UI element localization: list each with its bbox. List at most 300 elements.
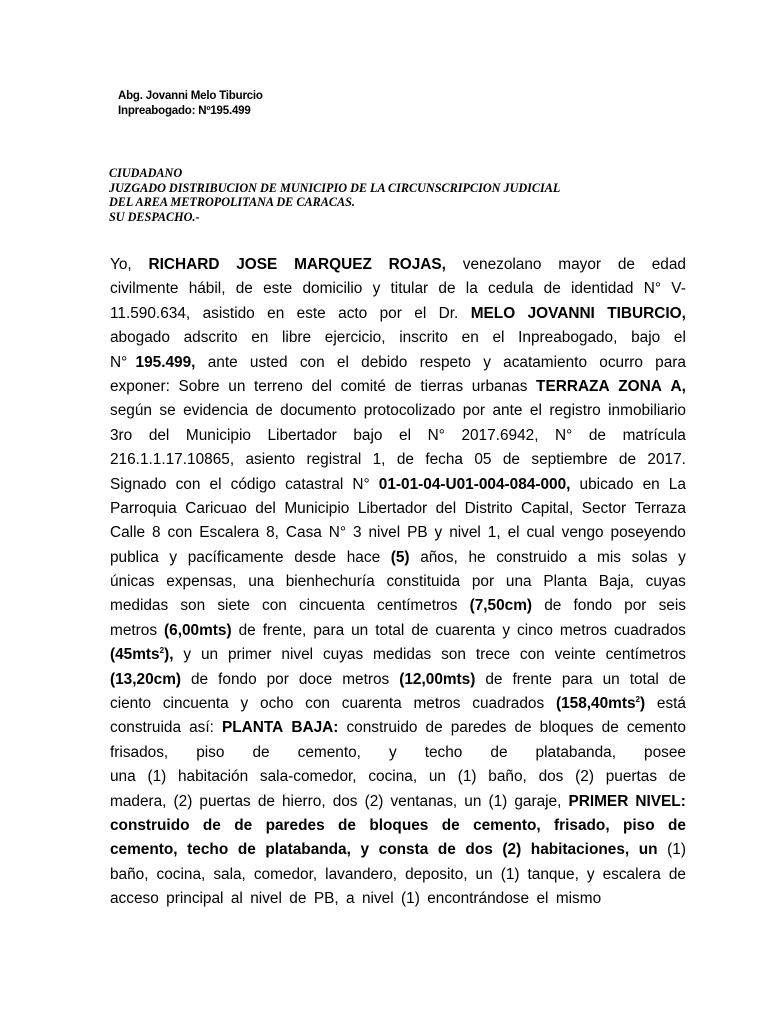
body-word: TIBURCIO, — [607, 304, 686, 322]
body-word: el — [507, 524, 520, 542]
body-line — [110, 619, 686, 643]
body-word: está — [656, 695, 686, 713]
body-word: y — [240, 695, 249, 713]
body-word: evidencia — [183, 402, 249, 420]
body-word: de — [588, 426, 606, 444]
body-word: cemento, — [473, 816, 541, 834]
body-word: 1, — [487, 524, 501, 542]
body-word: lavandero, — [325, 865, 398, 883]
body-word: catastral — [285, 475, 344, 493]
body-word: principal — [166, 890, 224, 908]
body-word: (5) — [390, 548, 410, 566]
body-word: medidas — [373, 646, 432, 664]
body-word: el — [336, 353, 349, 371]
body-line — [110, 473, 686, 497]
body-word: cuadrados — [472, 695, 545, 713]
body-word: con — [175, 475, 201, 493]
body-line — [110, 643, 686, 667]
body-word: hábil, — [188, 280, 226, 298]
body-word: vengo — [561, 524, 604, 542]
body-word: acatamiento — [503, 353, 588, 371]
body-word: centímetros — [377, 597, 458, 615]
body-word: de — [191, 670, 209, 688]
body-word: por — [379, 304, 402, 322]
body-word: sala, — [213, 865, 246, 883]
body-word: del — [311, 377, 332, 395]
body-word: Caricuao — [185, 499, 247, 517]
body-word: y — [169, 548, 178, 566]
body-word: venezolano — [462, 256, 542, 273]
body-word: V- — [671, 280, 686, 298]
body-line — [110, 814, 686, 838]
body-word: frisado, — [554, 816, 610, 834]
body-word: de — [441, 816, 460, 834]
body-word: el — [673, 329, 686, 347]
body-word: solas — [631, 548, 668, 566]
body-word: (2) — [502, 841, 522, 859]
body-word: con — [519, 646, 545, 664]
body-word: poseyendo — [610, 524, 686, 542]
body-word: por — [462, 402, 486, 420]
body-word: documento — [280, 402, 357, 420]
body-word: matrícula — [622, 426, 686, 444]
body-word: construido — [110, 816, 190, 834]
body-word: cocina, — [156, 865, 206, 883]
body-word: de — [437, 841, 456, 859]
body-word: y — [434, 524, 443, 542]
body-word: doce — [298, 670, 333, 688]
body-word: BAJA: — [291, 719, 339, 737]
body-word: inscrito — [399, 329, 448, 347]
body-line — [110, 497, 686, 521]
body-word: ROJAS, — [388, 256, 446, 273]
body-word: inmobiliario — [608, 402, 686, 420]
body-word: ante — [207, 353, 238, 371]
body-word: platabanda, — [265, 841, 351, 859]
body-word: por — [624, 597, 647, 615]
body-word: dos — [332, 792, 358, 810]
body-word: de — [668, 816, 686, 834]
body-word: el — [536, 890, 549, 908]
body-word: construida — [110, 719, 182, 737]
body-word: frisados, — [110, 743, 169, 761]
body-word: tanque, — [527, 865, 579, 883]
body-word: el — [399, 426, 412, 444]
body-word: posee — [644, 743, 686, 761]
body-word: titular — [390, 280, 429, 298]
address-line-4: SU DESPACHO.- — [109, 209, 200, 224]
body-word: de — [601, 719, 619, 737]
body-word: una — [505, 573, 532, 591]
body-word: PB — [407, 524, 428, 542]
body-word: de — [255, 402, 273, 420]
body-word: en — [461, 329, 479, 347]
body-word: de — [289, 890, 307, 908]
body-word: de — [490, 743, 508, 761]
body-word: Signado — [110, 475, 167, 493]
body-word: ejercicio, — [324, 329, 386, 347]
address-line-3: DEL AREA METROPOLITANA DE CARACAS. — [109, 195, 355, 209]
body-word: un — [200, 646, 219, 664]
body-word: cuarenta — [435, 621, 496, 639]
body-word: N° — [328, 524, 347, 542]
body-word: medidas — [110, 597, 169, 615]
body-line — [110, 448, 686, 472]
body-word: Libertador — [267, 426, 337, 444]
body-word: fondo — [218, 670, 257, 688]
body-word: nivel — [449, 524, 481, 542]
body-word: de — [502, 451, 520, 469]
body-word: fondo — [573, 597, 612, 615]
body-word: para — [561, 670, 593, 688]
body-word: Casa — [285, 524, 322, 542]
body-word: veinte — [554, 646, 596, 664]
body-word: para — [655, 353, 686, 371]
body-word: cuadrados — [613, 621, 686, 639]
body-word: y — [183, 646, 192, 664]
document-body — [110, 253, 686, 912]
body-word: bajo — [353, 426, 383, 444]
body-word: Capital, — [521, 499, 574, 517]
body-word: 2017. — [647, 451, 686, 469]
body-word: Terraza — [634, 499, 686, 517]
body-word: NIVEL: — [635, 792, 686, 810]
body-line — [110, 668, 686, 692]
body-word: (1) — [457, 768, 477, 786]
body-word: RICHARD — [148, 256, 220, 273]
inpreabogado-number: Inpreabogado: Nº195.499 — [118, 105, 251, 117]
body-word: un — [464, 792, 482, 810]
body-word: un — [228, 377, 246, 395]
body-word: con — [299, 353, 325, 371]
court-address — [109, 166, 560, 224]
body-word: (6,00mts) — [164, 621, 232, 639]
body-word: habitaciones, — [530, 841, 630, 859]
body-word: cuarenta — [341, 695, 402, 713]
body-line — [110, 424, 686, 448]
body-word: (1) — [488, 792, 508, 810]
body-word: de — [202, 816, 221, 834]
body-word: 3 — [352, 524, 362, 542]
body-word: libre — [282, 329, 312, 347]
body-word: por — [266, 670, 289, 688]
body-word: sala-comedor, — [259, 768, 357, 786]
body-word: un — [428, 768, 446, 786]
body-word: para — [313, 621, 345, 639]
body-word: ocurro — [599, 353, 643, 371]
body-word: protocolizado — [363, 402, 456, 420]
body-word: bajo — [631, 329, 661, 347]
body-word: código — [230, 475, 276, 493]
body-word: Baja, — [598, 573, 634, 591]
body-word: centímetros — [605, 646, 686, 664]
body-word: habitación — [178, 768, 249, 786]
body-word: de — [544, 597, 562, 615]
body-word: (1) — [667, 841, 686, 859]
body-word: abogado — [110, 329, 170, 347]
body-word: nivel — [368, 524, 401, 542]
body-word: del — [148, 426, 170, 444]
body-word: pacíficamente — [187, 548, 284, 566]
body-word: comedor, — [253, 865, 318, 883]
body-word: un — [638, 841, 658, 859]
body-word: paredes — [450, 719, 507, 737]
body-word: JOSE — [236, 256, 278, 273]
body-word: madera, — [110, 792, 167, 810]
body-word: primer — [227, 646, 272, 664]
body-word: total — [375, 621, 405, 639]
body-word: respeto — [419, 353, 471, 371]
body-word: el — [209, 475, 222, 493]
body-word: al — [230, 890, 243, 908]
body-word: metros — [413, 695, 461, 713]
body-word: puertas — [605, 768, 658, 786]
body-line — [110, 326, 686, 350]
body-word: cincuenta — [298, 597, 365, 615]
body-word: piso — [622, 816, 655, 834]
body-word: de — [668, 670, 686, 688]
body-word: un — [602, 670, 620, 688]
body-word: años, — [420, 548, 458, 566]
body-word: adscrito — [183, 329, 238, 347]
body-word: expensas, — [166, 573, 237, 591]
body-word: Dr. — [438, 304, 459, 322]
body-word: nivel — [250, 890, 282, 908]
body-line — [110, 302, 686, 326]
body-line — [110, 887, 686, 911]
body-word: Sector — [581, 499, 627, 517]
body-word: ZONA — [618, 377, 662, 395]
body-line — [110, 692, 686, 716]
body-line — [110, 594, 686, 618]
body-word: desde — [294, 548, 337, 566]
body-line — [110, 863, 686, 887]
body-word: y — [586, 865, 595, 883]
body-word: de — [234, 816, 253, 834]
body-word: N° — [643, 280, 662, 298]
body-word: y — [678, 548, 686, 566]
body-word: seis — [658, 597, 686, 615]
body-word: ocho — [260, 695, 294, 713]
body-word: de — [257, 792, 275, 810]
body-word: (1) — [147, 768, 167, 786]
body-word: nivel — [281, 646, 314, 664]
body-word: Calle — [110, 524, 146, 542]
body-word: cemento — [626, 719, 686, 737]
body-word: por — [471, 573, 495, 591]
body-word: encontrándose — [427, 890, 530, 908]
body-word: dos — [538, 768, 564, 786]
body-word: JOVANNI — [527, 304, 595, 322]
body-word: consta — [378, 841, 429, 859]
body-word: exponer: — [110, 377, 170, 395]
body-word: fecha — [425, 451, 463, 469]
body-word: ante — [492, 402, 523, 420]
body-word: Municipio — [185, 426, 251, 444]
body-word: se — [159, 402, 176, 420]
body-word: dos — [465, 841, 493, 859]
body-word: acceso — [110, 890, 159, 908]
body-word: usted — [249, 353, 288, 371]
body-word: de — [514, 719, 532, 737]
body-line — [110, 277, 686, 301]
body-word: cocina, — [368, 768, 418, 786]
body-word: bloques — [539, 719, 594, 737]
body-word: (13,20cm) — [110, 670, 182, 688]
address-line-2: JUZGADO DISTRIBUCION DE MUNICIPIO DE LA CIRCUNSCRIPCION JUDICIAL — [109, 180, 561, 195]
body-word: metros — [342, 670, 390, 688]
body-word: con — [167, 524, 193, 542]
body-word: de — [668, 865, 686, 883]
body-word: ventanas, — [390, 792, 458, 810]
body-word: he — [468, 548, 486, 566]
body-word: según — [110, 402, 152, 420]
body-word: trece — [475, 646, 511, 664]
body-word: La — [668, 475, 686, 493]
body-line — [110, 399, 686, 423]
body-line — [110, 375, 686, 399]
body-word: Planta — [543, 573, 587, 591]
body-word: platabanda, — [535, 743, 616, 761]
body-word: el — [414, 304, 427, 322]
body-word: hace — [346, 548, 381, 566]
body-word: (7,50cm) — [469, 597, 533, 615]
body-word: Sobre — [178, 377, 220, 395]
body-word: un — [351, 621, 369, 639]
body-line — [110, 838, 686, 862]
body-word: nivel — [361, 890, 394, 908]
body-word: (2) — [364, 792, 384, 810]
body-word: 8 — [152, 524, 161, 542]
body-word: siete — [217, 597, 250, 615]
body-word: de — [338, 816, 356, 834]
body-word: 216.1.1.17.10865, — [110, 451, 235, 469]
body-word: con — [262, 597, 287, 615]
body-line — [110, 790, 686, 814]
body-word: así: — [189, 719, 214, 737]
body-word: cinco — [517, 621, 553, 639]
body-word: cual — [526, 524, 555, 542]
body-word: de — [238, 621, 256, 639]
body-word: en — [267, 304, 285, 322]
body-word: de — [252, 743, 270, 761]
body-line — [110, 521, 686, 545]
body-word: una — [248, 573, 274, 591]
lawyer-header — [118, 89, 263, 119]
body-word: el — [529, 402, 542, 420]
body-word: de — [396, 451, 414, 469]
body-word: Parroquia — [110, 499, 177, 517]
body-word: y — [360, 841, 370, 859]
body-word: TERRAZA — [536, 377, 610, 395]
body-word: del — [255, 499, 276, 517]
body-word: constituida — [386, 573, 461, 591]
body-line — [110, 253, 686, 277]
body-word: 05 — [474, 451, 492, 469]
body-word: publica — [110, 548, 159, 566]
body-word: garaje, — [514, 792, 562, 810]
body-word: con — [305, 695, 330, 713]
body-word: de — [618, 451, 637, 469]
body-word: Yo, — [110, 256, 132, 273]
body-word: de — [235, 280, 253, 298]
body-word: mis — [597, 548, 621, 566]
body-word: (12,00mts) — [399, 670, 476, 688]
body-word: Inpreabogado, — [518, 329, 618, 347]
body-word: de — [425, 719, 443, 737]
body-word: (1) — [500, 865, 520, 883]
body-word: escalera — [602, 865, 661, 883]
body-word: terreno — [254, 377, 303, 395]
body-word: construido — [496, 548, 568, 566]
body-word: (45mts$^2$), — [110, 646, 174, 664]
body-word: frente, — [262, 621, 307, 639]
body-word: Escalera — [199, 524, 260, 542]
body-word: hierro, — [282, 792, 326, 810]
body-word: ubicado — [579, 475, 634, 493]
body-word: este — [296, 304, 326, 322]
body-word: construido — [346, 719, 418, 737]
body-word: (2) — [173, 792, 193, 810]
body-word: y — [372, 280, 381, 298]
body-word: deposito, — [405, 865, 468, 883]
body-word: piso — [196, 743, 225, 761]
body-word: techo — [424, 743, 463, 761]
body-word: 2017.6942, — [461, 426, 539, 444]
body-word: N° — [555, 426, 573, 444]
body-word: PRIMER — [568, 792, 629, 810]
body-word: techo — [187, 841, 229, 859]
body-word: este — [263, 280, 293, 298]
body-word: edad — [651, 256, 686, 273]
body-line — [110, 546, 686, 570]
body-word: de — [543, 280, 561, 298]
body-line — [110, 351, 686, 375]
body-word: de — [668, 768, 686, 786]
body-word: total — [629, 670, 659, 688]
body-word: a — [346, 890, 355, 908]
body-word: urbanas — [471, 377, 528, 395]
body-word: acto — [338, 304, 368, 322]
body-word: y — [483, 353, 491, 371]
body-word: frente — [512, 670, 552, 688]
body-line — [110, 741, 686, 765]
body-word: de — [237, 841, 256, 859]
body-word: 8, — [266, 524, 279, 542]
body-word: MARQUEZ — [294, 256, 372, 273]
body-word: son — [180, 597, 206, 615]
body-word: domicilio — [302, 280, 363, 298]
body-word: paredes — [265, 816, 325, 834]
body-word: MELO — [470, 304, 516, 322]
body-word: 11.590.634, — [110, 304, 191, 322]
body-word: registral — [306, 451, 362, 469]
body-word: (1) — [401, 890, 420, 908]
body-word: Libertador — [357, 499, 428, 517]
body-word: únicas — [110, 573, 155, 591]
body-word: tierras — [420, 377, 464, 395]
body-word: de — [438, 280, 456, 298]
body-word: de — [485, 670, 503, 688]
body-word: baño, — [488, 768, 527, 786]
body-word: cincuenta — [162, 695, 229, 713]
body-line — [110, 570, 686, 594]
body-word: de — [617, 256, 635, 273]
body-word: 3ro — [110, 426, 133, 444]
body-word: 01-01-04-U01-004-084-000, — [378, 475, 571, 493]
body-word: 1, — [372, 451, 386, 469]
body-word: un — [475, 865, 493, 883]
